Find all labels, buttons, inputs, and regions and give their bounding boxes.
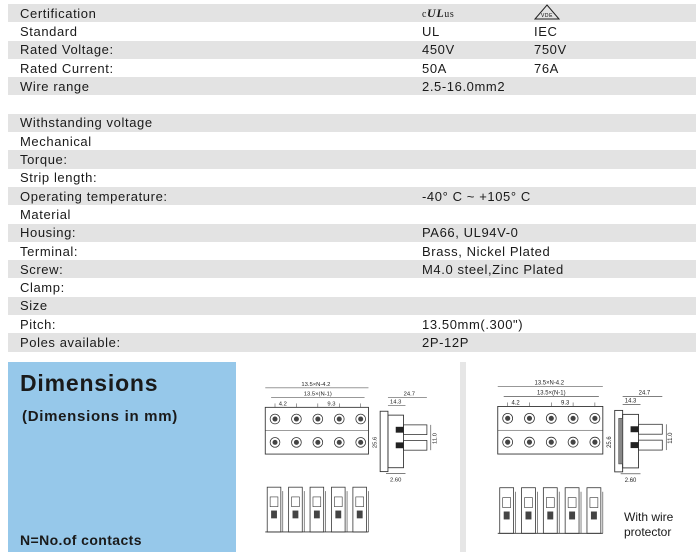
dimensions-panel bbox=[8, 362, 236, 552]
side-view-screw-lower bbox=[631, 442, 639, 448]
side-view-base bbox=[380, 411, 388, 471]
dimension-total-label: 13.5×N-4.2 bbox=[301, 381, 331, 388]
dimension-pitch-label: 9.3 bbox=[327, 401, 336, 408]
spec-row bbox=[8, 187, 696, 205]
spec-label: Screw: bbox=[20, 261, 64, 277]
spec-row bbox=[8, 114, 696, 132]
spec-value-ul: Brass, Nickel Plated bbox=[422, 243, 551, 259]
spec-label: Pitch: bbox=[20, 316, 57, 332]
dimension-side-label: 11.0 bbox=[432, 433, 439, 444]
spec-label: Strip length: bbox=[20, 170, 98, 186]
side-view-body bbox=[623, 414, 639, 468]
screw-slot bbox=[272, 416, 277, 421]
spec-row bbox=[8, 59, 696, 77]
spec-value-iec: 750V bbox=[534, 42, 567, 58]
wire-protector bbox=[619, 418, 623, 464]
spec-table bbox=[8, 4, 696, 352]
dimension-drawing-wire-protector bbox=[470, 362, 696, 552]
spec-row bbox=[8, 77, 696, 95]
front-view-screw bbox=[271, 511, 277, 519]
side-view-clamp-upper bbox=[404, 425, 427, 435]
spec-value-ul: 2P-12P bbox=[422, 334, 469, 350]
wire-protector-note bbox=[624, 510, 673, 540]
dimension-edge-label: 4.2 bbox=[511, 400, 520, 407]
dimension-depth-label: 24.7 bbox=[403, 391, 416, 398]
front-view-clamp bbox=[568, 498, 576, 508]
spec-value-ul: M4.0 steel,Zinc Plated bbox=[422, 261, 564, 277]
front-view-screw bbox=[569, 512, 575, 520]
spec-row bbox=[8, 297, 696, 315]
screw-slot bbox=[294, 416, 299, 421]
spec-label: Standard bbox=[20, 23, 78, 39]
spec-row bbox=[8, 333, 696, 351]
dimensions-title: Dimensions bbox=[20, 370, 159, 396]
spec-label: Operating temperature: bbox=[20, 188, 168, 204]
front-view-clamp bbox=[270, 497, 278, 507]
front-view-screw bbox=[504, 512, 510, 520]
spec-value-iec: 76A bbox=[534, 60, 559, 76]
dimension-depth-label: 24.7 bbox=[638, 390, 651, 397]
screw-slot bbox=[358, 440, 363, 445]
front-view-screw bbox=[591, 512, 597, 520]
front-view-terminal bbox=[522, 488, 536, 534]
front-view-screw bbox=[293, 511, 299, 519]
spec-value-ul: UL bbox=[422, 23, 440, 39]
front-view-screw bbox=[357, 511, 363, 519]
spec-label: Housing: bbox=[20, 225, 77, 241]
spec-row bbox=[8, 224, 696, 242]
dimension-edge-label: 4.2 bbox=[278, 401, 287, 408]
dimension-total-label: 13.5×N-4.2 bbox=[534, 380, 565, 387]
screw-slot bbox=[527, 440, 532, 445]
vde-mark-icon bbox=[534, 4, 560, 20]
front-view-terminal bbox=[500, 488, 514, 534]
dimension-base-label: 2.60 bbox=[624, 477, 637, 484]
spec-value-iec: IEC bbox=[534, 23, 558, 39]
contacts-note: N=No.of contacts bbox=[20, 532, 142, 548]
dimensions-subtitle: (Dimensions in mm) bbox=[22, 408, 178, 425]
screw-slot bbox=[592, 440, 597, 445]
front-view-clamp bbox=[334, 497, 342, 507]
spec-label: Rated Voltage: bbox=[20, 42, 114, 58]
dimension-base-label: 2.60 bbox=[390, 477, 402, 484]
spec-label: Material bbox=[20, 206, 72, 222]
spec-value-ul: 50A bbox=[422, 60, 447, 76]
wire-note-line1: With wire bbox=[624, 510, 674, 524]
spec-label: Withstanding voltage bbox=[20, 115, 153, 131]
spec-row bbox=[8, 95, 696, 113]
front-view-clamp bbox=[292, 497, 300, 507]
side-view-screw-lower bbox=[396, 442, 404, 448]
screw-slot bbox=[294, 440, 299, 445]
spec-value-ul: -40° C ~ +105° C bbox=[422, 188, 531, 204]
screw-slot bbox=[592, 416, 597, 421]
screw-slot bbox=[337, 416, 342, 421]
front-view-screw bbox=[526, 512, 532, 520]
front-view-terminal bbox=[310, 487, 324, 532]
spec-value-ul: 2.5-16.0mm2 bbox=[422, 78, 506, 94]
dimension-drawing-standard bbox=[238, 362, 466, 552]
screw-slot bbox=[505, 440, 510, 445]
front-view-terminal bbox=[331, 487, 345, 532]
dimension-step-label: 14.3 bbox=[624, 398, 637, 405]
spec-label: Size bbox=[20, 298, 48, 314]
front-view-clamp bbox=[356, 497, 364, 507]
dimension-inner-label: 13.5×(N-1) bbox=[303, 391, 332, 398]
front-view-terminal bbox=[587, 488, 601, 534]
spec-row bbox=[8, 132, 696, 150]
spec-label: Mechanical bbox=[20, 133, 92, 149]
spec-value-ul: 13.50mm(.300") bbox=[422, 316, 524, 332]
dimension-pitch-label: 9.3 bbox=[561, 400, 570, 407]
front-view-clamp bbox=[590, 498, 598, 508]
screw-slot bbox=[272, 440, 277, 445]
spec-row bbox=[8, 41, 696, 59]
side-view-clamp-lower bbox=[639, 440, 663, 450]
front-view-screw bbox=[335, 511, 341, 519]
screw-slot bbox=[571, 416, 576, 421]
spec-row bbox=[8, 315, 696, 333]
side-view-screw-upper bbox=[396, 427, 404, 433]
spec-row bbox=[8, 169, 696, 187]
spec-label: Clamp: bbox=[20, 280, 65, 296]
wire-note-line2: protector bbox=[624, 525, 672, 539]
spec-label: Wire range bbox=[20, 78, 90, 94]
front-view-clamp bbox=[525, 498, 533, 508]
front-view-terminal bbox=[353, 487, 367, 532]
screw-slot bbox=[549, 440, 554, 445]
screw-slot bbox=[571, 440, 576, 445]
dimension-height-label: 25.6 bbox=[372, 436, 379, 449]
front-view-terminal bbox=[565, 488, 579, 534]
front-view-clamp bbox=[313, 497, 321, 507]
spec-value-ul: PA66, UL94V-0 bbox=[422, 225, 519, 241]
spec-row bbox=[8, 278, 696, 296]
svg-text:VDE: VDE bbox=[540, 12, 554, 19]
side-view-clamp-upper bbox=[639, 424, 663, 434]
front-view-terminal bbox=[289, 487, 303, 532]
spec-row bbox=[8, 150, 696, 168]
front-view-clamp bbox=[503, 498, 511, 508]
dimension-step-label: 14.3 bbox=[390, 399, 402, 406]
spec-row bbox=[8, 242, 696, 260]
screw-slot bbox=[527, 416, 532, 421]
spec-row bbox=[8, 22, 696, 40]
side-view-clamp-lower bbox=[404, 440, 427, 450]
dimension-inner-label: 13.5×(N-1) bbox=[537, 390, 566, 397]
dimension-height-label: 25.6 bbox=[606, 436, 613, 448]
spec-value-iec bbox=[534, 4, 674, 23]
spec-row bbox=[8, 205, 696, 223]
screw-slot bbox=[505, 416, 510, 421]
front-view-screw bbox=[314, 511, 320, 519]
spec-label: Rated Current: bbox=[20, 60, 114, 76]
dimension-side-label: 11.0 bbox=[668, 432, 675, 444]
screw-slot bbox=[337, 440, 342, 445]
cul-us-mark-icon: cULus bbox=[422, 6, 455, 21]
spec-value-ul bbox=[422, 5, 534, 21]
spec-label: Torque: bbox=[20, 152, 68, 168]
front-view-screw bbox=[547, 512, 553, 520]
spec-label: Poles available: bbox=[20, 334, 121, 350]
front-view-terminal bbox=[267, 487, 281, 532]
spec-row bbox=[8, 260, 696, 278]
side-view-body bbox=[388, 415, 404, 468]
screw-slot bbox=[315, 440, 320, 445]
spec-label: Terminal: bbox=[20, 243, 79, 259]
screw-slot bbox=[315, 416, 320, 421]
terminal-block-drawing bbox=[238, 362, 460, 552]
front-view-clamp bbox=[546, 498, 554, 508]
screw-slot bbox=[549, 416, 554, 421]
spec-row bbox=[8, 4, 696, 22]
spec-value-ul: 450V bbox=[422, 42, 455, 58]
side-view-screw-upper bbox=[631, 426, 639, 432]
spec-label: Certification bbox=[20, 5, 97, 21]
screw-slot bbox=[358, 416, 363, 421]
front-view-terminal bbox=[543, 488, 557, 534]
